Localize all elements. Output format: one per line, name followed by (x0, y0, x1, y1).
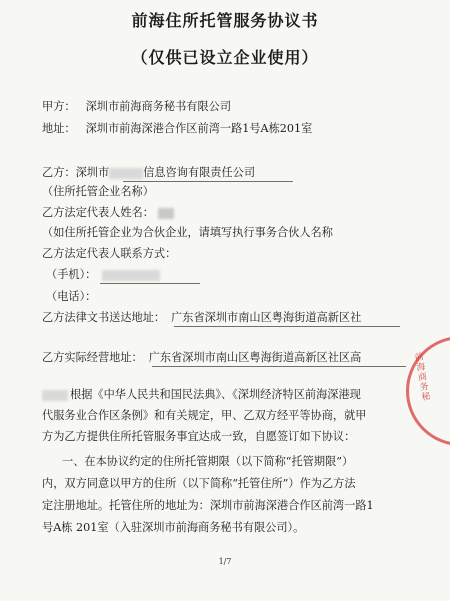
party-b-suffix: 信息咨询有限责任公司 (143, 166, 256, 179)
para1-redaction (42, 390, 68, 401)
phone-redaction (102, 270, 160, 281)
clause1-line2: 内，双方同意以甲方的住所（以下简称“托管住所”）作为乙方法 (42, 477, 356, 490)
party-a-label: 甲方： (42, 100, 76, 113)
legal-addr-value: 广东省深圳市南山区粤海街道高新区社 (171, 311, 362, 324)
address-line (42, 122, 312, 136)
phone-underline (100, 283, 200, 284)
seal-text: 前海商务秘 (411, 351, 431, 403)
para1-line1 (42, 388, 361, 402)
tel-label: （电话）： (46, 290, 97, 303)
page-number: 1/7 (218, 557, 232, 566)
para1-line3: 方为乙方提供住所托管服务事宜达成一致，自愿签订如下协议： (42, 430, 356, 443)
legal-rep-redaction (158, 208, 174, 219)
legal-rep-label: 乙方法定代表人姓名： (42, 206, 154, 219)
phone-label: （手机）： (46, 268, 97, 281)
actual-addr-label: 乙方实际经营地址： (42, 351, 143, 364)
address-label: 地址： (42, 122, 76, 135)
clause1-line3: 定注册地址。托管住所的地址为：深圳市前海深港合作区前湾一路1 (42, 499, 374, 512)
para1-line2: 代服务业合作区条例》和有关规定，甲、乙双方经平等协商，就甲 (42, 409, 367, 422)
party-b-note: （住所托管企业名称） (42, 185, 154, 198)
para1-line1-text: 根据《中华人民共和国民法典》、《深圳经济特区前海深港现 (70, 388, 361, 401)
legal-addr-underline (174, 326, 400, 327)
party-b-prefix: 乙方：深圳市 (42, 166, 110, 179)
actual-addr-value: 广东省深圳市南山区粤海街道高新区社区高 (148, 351, 362, 364)
document-subtitle: （仅供已设立企业使用） (131, 48, 319, 67)
document-title: 前海住所托管服务协议书 (131, 11, 319, 30)
party-b-line (42, 166, 255, 180)
party-a-value: 深圳市前海商务秘书有限公司 (85, 100, 232, 113)
party-b-redaction (109, 168, 143, 179)
address-value: 深圳市前海深港合作区前湾一路1号A栋201室 (85, 122, 313, 135)
clause1-line4: 号A栋 201室（入驻深圳市前海商务秘书有限公司）。 (42, 521, 305, 534)
actual-addr-line (42, 351, 361, 365)
phone-line (46, 268, 160, 282)
actual-addr-underline (152, 366, 406, 367)
legal-addr-label: 乙方法律文书送达地址： (42, 311, 166, 324)
party-b-underline (123, 181, 293, 182)
party-a-line (42, 100, 231, 114)
clause1-line1: 一、在本协议约定的住所托管期限（以下简称“托管期限”） (62, 455, 354, 468)
contact-label: 乙方法定代表人联系方式： (42, 247, 177, 260)
legal-rep-note: （如住所托管企业为合伙企业，请填写执行事务合伙人名称 (42, 226, 333, 239)
legal-rep-line (42, 206, 174, 220)
legal-addr-line (42, 311, 361, 325)
